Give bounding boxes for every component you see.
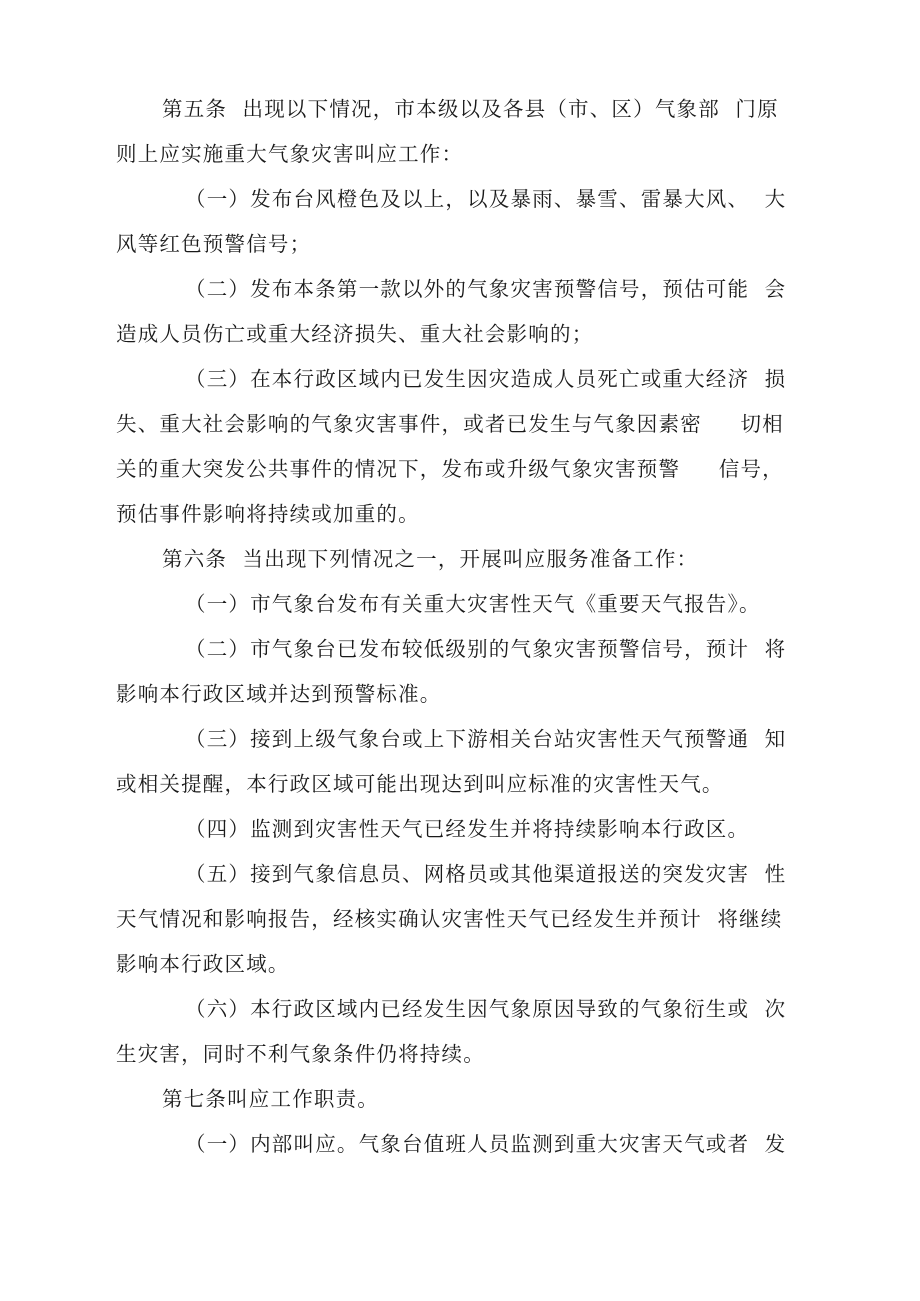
article-7-heading: 第七条叫应工作职责。 (162, 1087, 379, 1111)
article-6-heading: 第六条 当出现下列情况之一，开展叫应服务准备工作： (162, 547, 699, 571)
article-5-heading-cont: 则上应实施重大气象灾害叫应工作： (116, 142, 464, 166)
article-5-item-2-cont: 造成人员伤亡或重大经济损失、重大社会影响的； (116, 322, 594, 346)
article-6-item-5-cont-2: 影响本行政区域。 (116, 952, 290, 976)
article-5-item-1: （一）发布台风橙色及以上，以及暴雨、暴雪、雷暴大风、 大 (185, 187, 787, 211)
article-6-item-2: （二）市气象台已发布较低级别的气象灾害预警信号，预计 将 (185, 637, 787, 661)
article-6-item-3: （三）接到上级气象台或上下游相关台站灾害性天气预警通 知 (185, 727, 787, 751)
article-5-item-3-cont-2: 关的重大突发公共事件的情况下，发布或升级气象灾害预警 信号， (116, 457, 784, 481)
article-5-item-3-cont-1: 失、重大社会影响的气象灾害事件，或者已发生与气象因素密 切相 (116, 412, 784, 436)
article-5-item-3-cont-3: 预估事件影响将持续或加重的。 (116, 502, 420, 526)
article-5-item-1-cont: 风等红色预警信号； (116, 232, 312, 256)
article-6-item-6-cont: 生灾害，同时不利气象条件仍将持续。 (116, 1042, 485, 1066)
article-6-item-1: （一）市气象台发布有关重大灾害性天气《重要天气报告》。 (185, 592, 761, 616)
article-6-item-4: （四）监测到灾害性天气已经发生并将持续影响本行政区。 (185, 817, 750, 841)
article-6-item-3-cont: 或相关提醒，本行政区域可能出现达到叫应标准的灾害性天气。 (116, 772, 724, 796)
article-5-item-2: （二）发布本条第一款以外的气象灾害预警信号，预估可能 会 (185, 277, 787, 301)
article-6-item-6: （六）本行政区域内已经发生因气象原因导致的气象衍生或 次 (185, 997, 787, 1021)
article-7-item-1: （一）内部叫应。气象台值班人员监测到重大灾害天气或者 发 (185, 1132, 787, 1156)
article-5-item-3: （三）在本行政区域内已发生因灾造成人员死亡或重大经济 损 (185, 367, 787, 391)
article-6-item-5-cont-1: 天气情况和影响报告，经核实确认灾害性天气已经发生并预计 将继续 (116, 907, 783, 931)
article-5-heading: 第五条 出现以下情况，市本级以及各县（市、区）气象部 门原 (162, 97, 779, 121)
article-6-item-2-cont: 影响本行政区域并达到预警标准。 (116, 682, 442, 706)
article-6-item-5: （五）接到气象信息员、网格员或其他渠道报送的突发灾害 性 (185, 862, 787, 886)
